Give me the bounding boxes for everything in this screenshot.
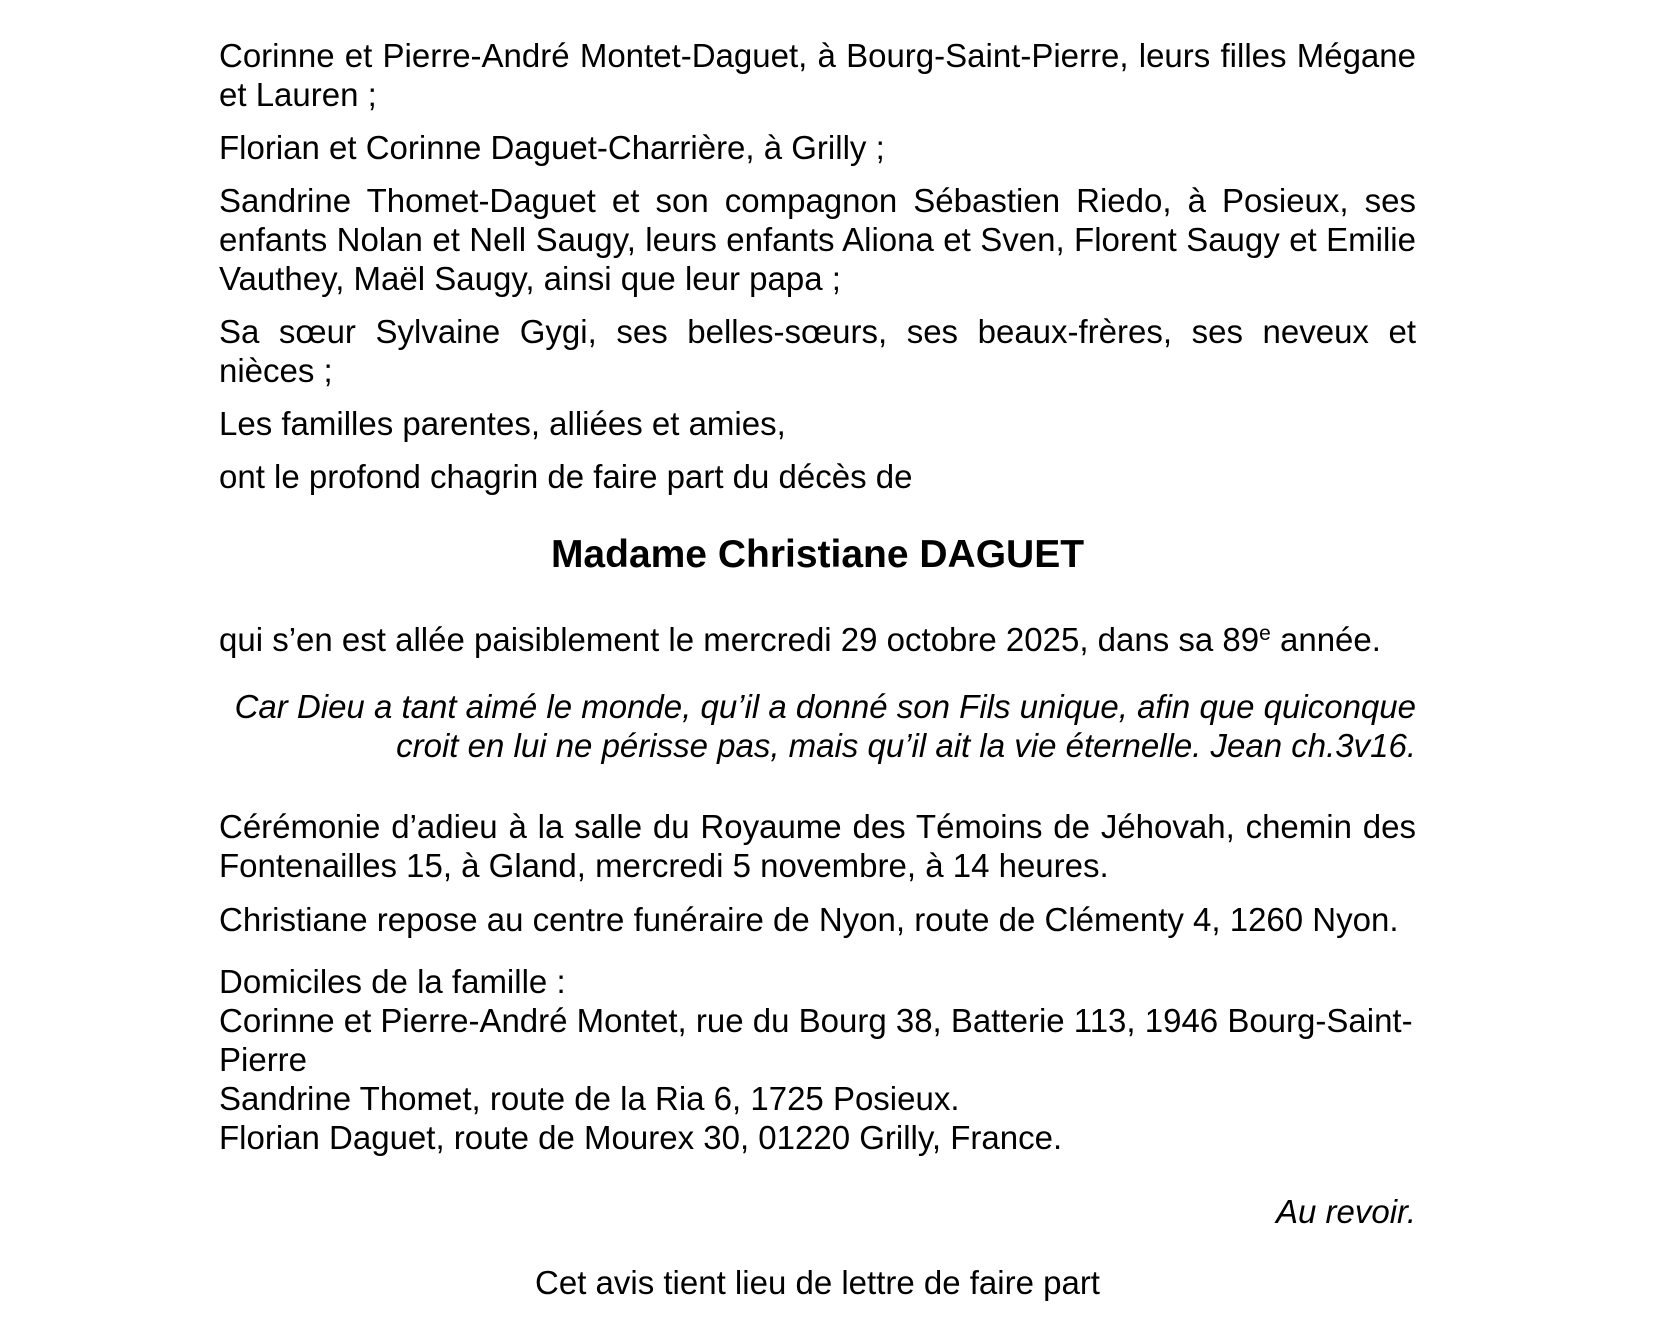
death-announcement-tail: année.	[1270, 621, 1381, 658]
repose-location: Christiane repose au centre funéraire de Nyon, route de Clémenty 4, 1260 Nyon.	[219, 901, 1399, 938]
farewell-signoff: Au revoir.	[1276, 1193, 1416, 1230]
family-line-daguet-charriere: Florian et Corinne Daguet-Charrière, à Grilly ;	[219, 129, 885, 166]
family-addresses-heading: Domiciles de la famille :	[219, 963, 566, 1000]
ceremony-details: Cérémonie d’adieu à la salle du Royaume des Témoins de Jéhovah, chemin des Fontenailles 15, à Gland, mercredi 5 novembre, à 14 heures.	[219, 808, 1416, 884]
family-addresses	[219, 962, 1416, 1157]
family-line-montet-daguet: Corinne et Pierre-André Montet-Daguet, à Bourg-Saint-Pierre, leurs filles Mégane et Lauren ;	[219, 37, 1416, 113]
announcement-lead-in: ont le profond chagrin de faire part du décès de	[219, 458, 913, 495]
deceased-name: Madame Christiane DAGUET	[550, 533, 1085, 576]
death-announcement-text: qui s’en est allée paisiblement le mercredi 29 octobre 2025, dans sa 89	[219, 621, 1260, 658]
family-address-line-montet: Corinne et Pierre-André Montet, rue du Bourg 38, Batterie 113, 1946 Bourg-Saint-Pierre	[219, 1002, 1413, 1078]
family-address-line-thomet: Sandrine Thomet, route de la Ria 6, 1725 Posieux.	[219, 1080, 960, 1117]
family-address-line-daguet: Florian Daguet, route de Mourex 30, 01220 Grilly, France.	[219, 1119, 1063, 1156]
ordinal-superscript: e	[1259, 622, 1271, 645]
death-announcement	[219, 620, 1416, 664]
obituary-document	[219, 0, 1416, 1302]
family-line-related-families: Les familles parentes, alliées et amies,	[219, 405, 786, 442]
family-line-thomet-daguet: Sandrine Thomet-Daguet et son compagnon Sébastien Riedo, à Posieux, ses enfants Nolan et Nell Saugy, leurs enfants Aliona et Sven, Florent Saugy et Emilie Vauthey, Maël Saugy, ainsi que leur papa ;	[219, 182, 1416, 297]
scripture-quote: Car Dieu a tant aimé le monde, qu’il a donné son Fils unique, afin que quiconque croit en lui ne périsse pas, mais qu’il ait la vie éternelle. Jean ch.3v16.	[234, 688, 1416, 764]
footer-notice: Cet avis tient lieu de lettre de faire part	[535, 1264, 1100, 1301]
family-line-sister: Sa sœur Sylvaine Gygi, ses belles-sœurs, ses beaux-frères, ses neveux et nièces ;	[219, 313, 1416, 389]
